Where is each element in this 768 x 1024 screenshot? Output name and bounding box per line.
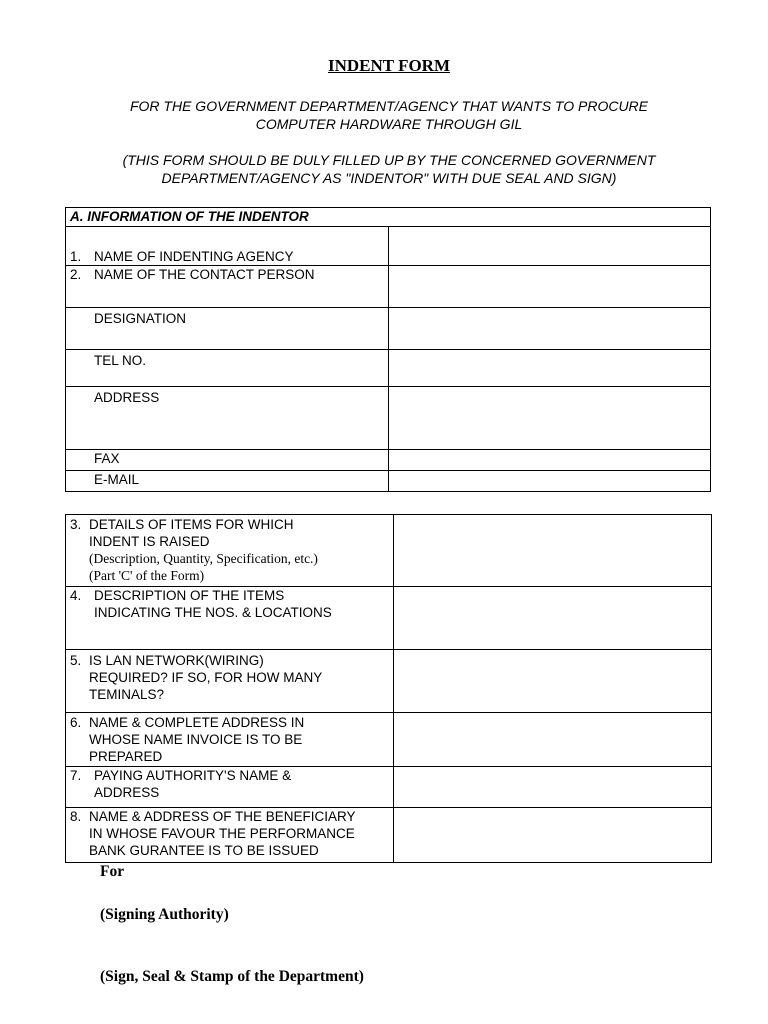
agency-name-field[interactable] <box>388 227 711 266</box>
row-number: 4. <box>70 588 82 603</box>
paying-authority-field[interactable] <box>394 767 712 808</box>
item-description-field[interactable] <box>394 587 712 650</box>
row-label-line-3: (Description, Quantity, Specification, etc.) <box>89 551 318 566</box>
invoice-address-field[interactable] <box>394 713 712 767</box>
row-label-line-1: IS LAN NETWORK(WIRING) <box>89 653 264 668</box>
row-fax <box>66 450 389 471</box>
subtitle-line-1: FOR THE GOVERNMENT DEPARTMENT/AGENCY THAT WANTS TO PROCURE <box>129 98 649 114</box>
row-label-line-1: DESCRIPTION OF THE ITEMS <box>94 588 285 603</box>
indentor-info-table <box>65 207 711 492</box>
row-label: FAX <box>94 451 120 466</box>
row-tel-no <box>66 350 389 387</box>
subtitle-line-2: COMPUTER HARDWARE THROUGH GIL <box>255 116 523 132</box>
row-label: ADDRESS <box>94 390 160 405</box>
signing-authority: (Signing Authority) <box>100 906 229 923</box>
item-details-table <box>65 514 712 863</box>
row-label-line-1: DETAILS OF ITEMS FOR WHICH <box>89 517 294 532</box>
row-label: NAME OF THE CONTACT PERSON <box>94 267 315 282</box>
row-label-line-3: PREPARED <box>89 749 163 764</box>
row-number: 1. <box>70 249 82 264</box>
row-email <box>66 471 389 492</box>
section-a-heading: A. INFORMATION OF THE INDENTOR <box>66 208 711 227</box>
item-details-field[interactable] <box>394 515 712 587</box>
row-beneficiary <box>66 808 394 863</box>
row-agency-name <box>66 227 389 266</box>
address-field[interactable] <box>388 387 711 450</box>
department-seal: (Sign, Seal & Stamp of the Department) <box>100 968 364 985</box>
contact-person-field[interactable] <box>388 266 711 308</box>
row-address <box>66 387 389 450</box>
row-label: DESIGNATION <box>94 311 187 326</box>
row-label-line-3: BANK GURANTEE IS TO BE ISSUED <box>89 843 319 858</box>
row-designation <box>66 308 389 350</box>
row-label-line-2: REQUIRED? IF SO, FOR HOW MANY <box>89 670 323 685</box>
form-note <box>0 151 768 187</box>
row-item-details <box>66 515 394 587</box>
row-number: 2. <box>70 267 82 282</box>
row-label: TEL NO. <box>94 353 147 368</box>
row-label-line-2: INDICATING THE NOS. & LOCATIONS <box>94 605 332 620</box>
row-label-line-2: INDENT IS RAISED <box>89 534 210 549</box>
row-number: 6. <box>70 715 82 730</box>
row-label-line-2: WHOSE NAME INVOICE IS TO BE <box>89 732 303 747</box>
row-item-description <box>66 587 394 650</box>
beneficiary-field[interactable] <box>394 808 712 863</box>
row-lan-network <box>66 650 394 713</box>
note-line-2: DEPARTMENT/AGENCY AS "INDENTOR" WITH DUE SEAL AND SIGN) <box>161 170 617 186</box>
form-title: INDENT FORM <box>328 56 450 75</box>
row-label-line-4: (Part 'C' of the Form) <box>89 568 205 583</box>
row-label-line-3: TEMINALS? <box>89 687 165 702</box>
row-number: 8. <box>70 809 82 824</box>
row-number: 3. <box>70 517 82 532</box>
row-label: E-MAIL <box>94 472 140 487</box>
row-label-line-2: IN WHOSE FAVOUR THE PERFORMANCE <box>89 826 355 841</box>
fax-field[interactable] <box>388 450 711 471</box>
note-line-1: (THIS FORM SHOULD BE DULY FILLED UP BY THE CONCERNED GOVERNMENT <box>122 152 656 168</box>
row-label-line-1: NAME & COMPLETE ADDRESS IN <box>89 715 305 730</box>
row-label-line-1: PAYING AUTHORITY'S NAME & <box>94 768 292 783</box>
row-number: 7. <box>70 768 82 783</box>
designation-field[interactable] <box>388 308 711 350</box>
row-invoice-address <box>66 713 394 767</box>
form-subtitle <box>0 97 768 133</box>
tel-no-field[interactable] <box>388 350 711 387</box>
row-label: NAME OF INDENTING AGENCY <box>94 249 294 264</box>
signature-for: For <box>100 863 125 880</box>
row-label-line-1: NAME & ADDRESS OF THE BENEFICIARY <box>89 809 356 824</box>
row-contact-person <box>66 266 389 308</box>
row-paying-authority <box>66 767 394 808</box>
row-number: 5. <box>70 653 82 668</box>
lan-network-field[interactable] <box>394 650 712 713</box>
row-label-line-2: ADDRESS <box>94 785 160 800</box>
email-field[interactable] <box>388 471 711 492</box>
